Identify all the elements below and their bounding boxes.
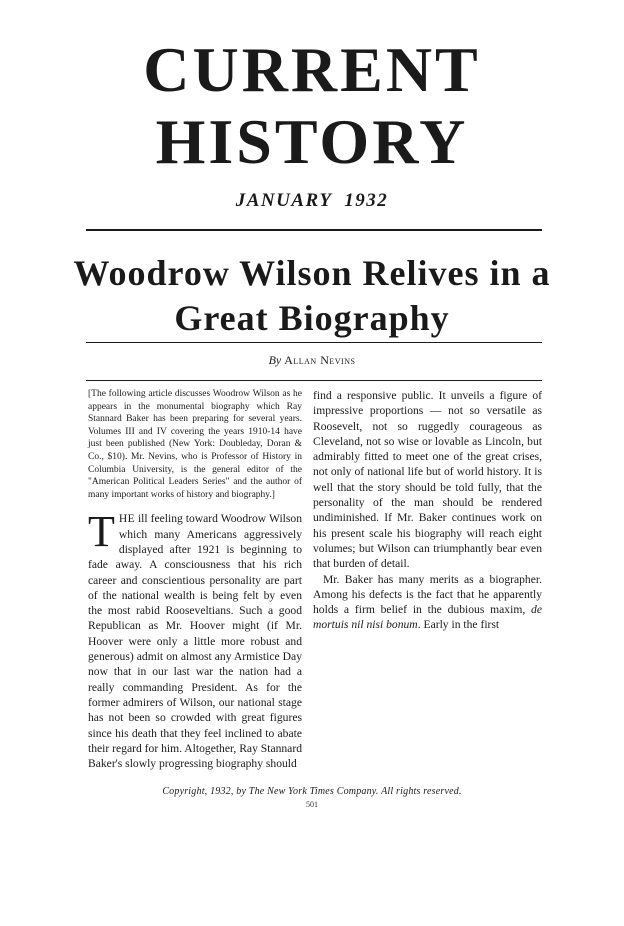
article-column-right — [313, 388, 542, 633]
page-number: 501 — [306, 800, 318, 809]
masthead-history: HISTORY — [155, 106, 469, 177]
article-paragraph — [313, 572, 542, 633]
paragraph-text: ill feeling toward Woodrow Wilson which many Americans aggressively displayed after 1921 is beginning to fade away. A consciousness that his rich career and conscientious personality are part of the national wealth is being felt by even the most rabid Rooseveltians. Such a good Republican as Mr. Hoover might (if Mr. Hoover were only a little more robust and generous) admit on almost any Armistice Day now that in our last war the nation had a really commanding President. As for the former admirers of Wilson, our national stage has not been so crowded with great figures since his death that they feel inclined to abate their regard for him. Altogether, Ray Stannard Baker's slowly progressing biography should — [88, 512, 302, 771]
article-body-start — [88, 507, 302, 771]
article-paragraph — [88, 507, 302, 771]
masthead-current: CURRENT — [143, 34, 481, 105]
byline-author: Allan Nevins — [284, 353, 356, 367]
latin-maxim: de mortuis nil nisi bonum — [313, 603, 542, 632]
paragraph-text: Mr. Baker has many merits as a biographer. Among his defects is the fact that he apparently holds a firm belief in the dubious maxim, — [313, 572, 542, 617]
byline-prefix: By — [268, 353, 282, 367]
divider-rule — [86, 342, 542, 343]
lead-caps: HE — [118, 512, 135, 526]
divider-rule — [86, 229, 542, 231]
article-column-left — [88, 388, 302, 771]
drop-cap: T — [88, 507, 115, 557]
article-body-continued — [313, 388, 542, 633]
copyright-notice: Copyright, 1932, by The New York Times Company. All rights reserved. — [162, 786, 462, 797]
issue-date: JANUARY 1932 — [235, 190, 389, 211]
headline-line-2: Great Biography — [174, 298, 450, 338]
headline-line-1: Woodrow Wilson Relives in a — [73, 253, 551, 293]
paragraph-text: . Early in the first — [417, 618, 500, 632]
editor-note: [The following article discusses Woodrow Wilson as he appears in the monumental biography which Ray Stannard Baker has been preparing for several years. Volumes III and IV covering the years 1910-14 have just been published (New York: Doubleday, Doran & Co., $10). Mr. Nevins, who is Professor of History in Columbia University, is the general editor of the "American Political Leaders Series" and the author of many important works of history and biography.] — [88, 389, 302, 500]
article-paragraph: find a responsive public. It unveils a figure of impressive proportions — not so versatile as Roosevelt, not so ruggedly courageous as Cleveland, not so wise or lovable as Lincoln, but admirably fitted to meet one of the great crises, not only of national life but of world history. It is well that the story should be told fully, that the personality of the man should be rendered undiminished. If Mr. Baker continues work on his present scale his biography will reach eight volumes; but Wilson can triumphantly bear even that burden of detail. — [313, 389, 542, 571]
byline — [0, 353, 624, 368]
divider-rule — [86, 380, 542, 381]
